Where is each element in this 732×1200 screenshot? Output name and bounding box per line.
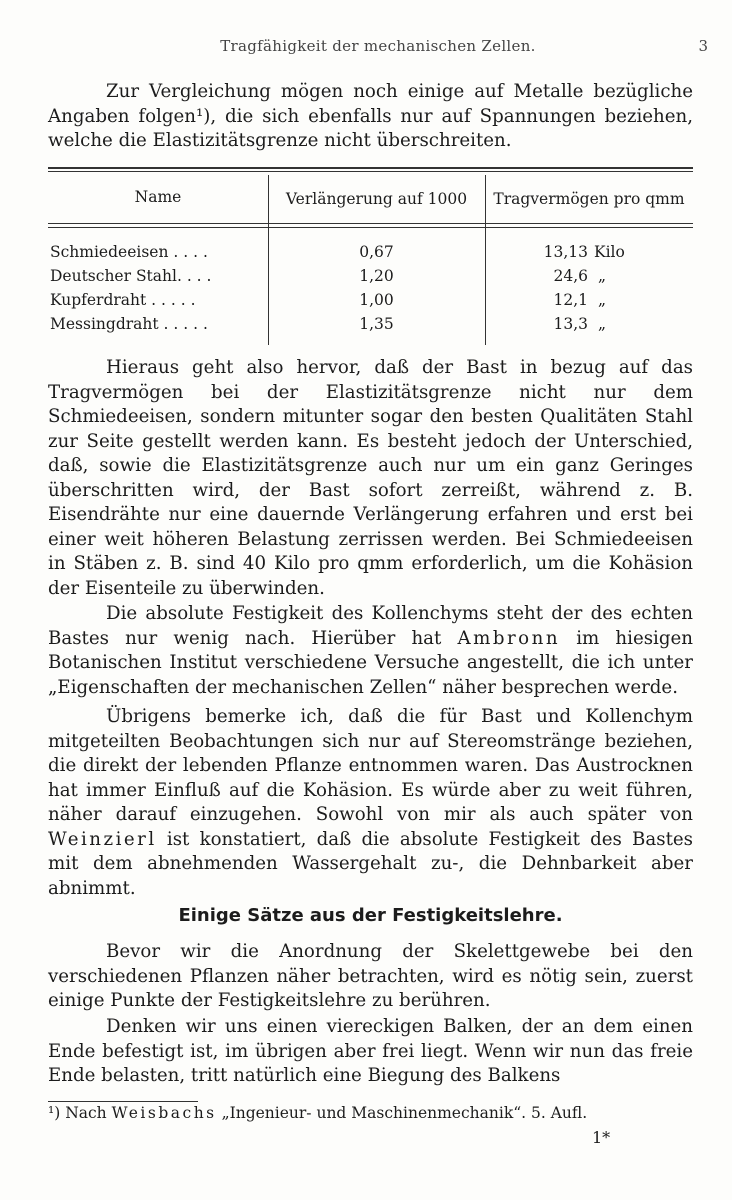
paragraph-6: Denken wir uns einen viereckigen Balken, der an dem einen Ende befestigt ist, im übrigen aber frei liegt. Wenn wir nun das freie Ende belasten, tritt natürlich eine Biegung des Balkens: [48, 1016, 693, 1086]
intro-paragraph: Zur Vergleichung mögen noch einige auf Metalle bezügliche Angaben folgen¹), die sich ebenfalls nur auf Spannungen beziehen, welche die Elastizitätsgrenze nicht überschreiten.: [48, 81, 693, 151]
footnote: [48, 1104, 693, 1122]
row-leaders: . . . . .: [146, 291, 196, 309]
table-row: [50, 240, 265, 264]
table-header-capacity: Tragvermögen pro qmm: [493, 190, 685, 208]
running-title: Tragfähigkeit der mechanischen Zellen.: [220, 37, 536, 55]
row-unit: „: [598, 315, 607, 333]
author-name-ambronn: Ambronn: [457, 627, 561, 649]
table-header-rule: [48, 223, 693, 224]
table-row: [50, 288, 265, 312]
footnote-author-name: Weisbachs: [111, 1104, 217, 1122]
footnote-before: Nach: [60, 1104, 112, 1122]
section-heading: Einige Sätze aus der Festigkeitslehre.: [178, 905, 563, 926]
row-unit: Kilo: [594, 243, 625, 261]
row-capacity: 12,1: [553, 291, 588, 309]
row-unit: „: [598, 267, 607, 285]
signature-mark: 1*: [592, 1128, 611, 1147]
table-top-rule-thin: [48, 171, 693, 172]
table-header-rule-thin: [48, 227, 693, 228]
row-leaders: . . . . .: [158, 315, 208, 333]
footnote-rule: [48, 1101, 198, 1102]
page-number: 3: [698, 37, 708, 55]
table-header-elongation: Verlängerung auf 1000: [285, 190, 468, 208]
running-head: [48, 37, 708, 57]
row-elongation: 1,00: [359, 291, 394, 309]
table-row: [50, 312, 265, 336]
row-name: Kupferdraht: [50, 291, 147, 309]
row-capacity: 13,13: [543, 243, 588, 261]
table-row: [50, 264, 265, 288]
table-header-name: Name: [134, 188, 182, 206]
row-elongation: 1,35: [359, 315, 394, 333]
author-name-weinzierl: Weinzierl: [48, 828, 157, 850]
row-unit: „: [598, 291, 607, 309]
paragraph-4-after: ist konstatiert, daß die absolute Festigkeit des Bastes mit dem abnehmenden Wassergehalt zu-, die Dehnbarkeit aber abnimmt.: [48, 828, 693, 899]
paragraph-4-before: Übrigens bemerke ich, daß die für Bast und Kollenchym mitgeteilten Beobachtungen sich nur auf Stereomstränge beziehen, die direkt der lebenden Pflanze entnommen waren. Das Austrocknen hat immer Einfluß auf die Kohäsion. Es würde aber zu weit führen, näher darauf einzugehen. Sowohl von mir als auch später von: [48, 706, 693, 825]
paragraph-3-before: Die absolute Festigkeit des Kollenchyms steht der des echten Bastes nur wenig nach. Hierüber hat: [48, 603, 693, 649]
footnote-marker: ¹): [48, 1104, 61, 1122]
paragraph-2: Hieraus geht also hervor, daß der Bast in bezug auf das Tragvermögen bei der Elastizitätsgrenze nicht nur dem Schmiedeeisen, sondern mitunter sogar den besten Qualitäten Stahl zur Seite gestellt werden kann. Es besteht jedoch der Unterschied, daß, sowie die Elastizitätsgrenze auch nur um ein ganz Geringes überschritten wird, der Bast sofort zerreißt, während z. B. Eisendrähte nur eine dauernde Verlängerung erfahren und erst bei einer weit höheren Belastung zerrissen werden. Bei Schmiedeeisen in Stäben z. B. sind 40 Kilo pro qmm erforderlich, um die Kohäsion der Eisenteile zu überwinden.: [48, 357, 693, 599]
row-elongation: 1,20: [359, 267, 394, 285]
paragraph-3: [48, 602, 693, 700]
row-elongation: 0,67: [359, 243, 394, 261]
row-name: Schmiedeeisen: [50, 243, 169, 261]
row-leaders: . . . .: [176, 267, 212, 285]
paragraph-4: [48, 705, 693, 901]
paragraph-5: Bevor wir die Anordnung der Skelettgewebe bei den verschiedenen Pflanzen näher betrachten, wird es nötig sein, zuerst einige Punkte der Festigkeitslehre zu berühren.: [48, 941, 693, 1011]
row-name: Messingdraht: [50, 315, 159, 333]
table-top-rule: [48, 167, 693, 169]
footnote-after: „Ingenieur- und Maschinenmechanik“. 5. Aufl.: [216, 1104, 588, 1122]
row-capacity: 24,6: [553, 267, 588, 285]
row-leaders: . . . .: [168, 243, 208, 261]
row-capacity: 13,3: [553, 315, 588, 333]
row-name: Deutscher Stahl: [50, 267, 177, 285]
paragraph-3-after: im hiesigen Botanischen Institut verschiedene Versuche angestellt, die ich unter „Eigenschaften der mechanischen Zellen“ näher besprechen werde.: [48, 627, 693, 698]
